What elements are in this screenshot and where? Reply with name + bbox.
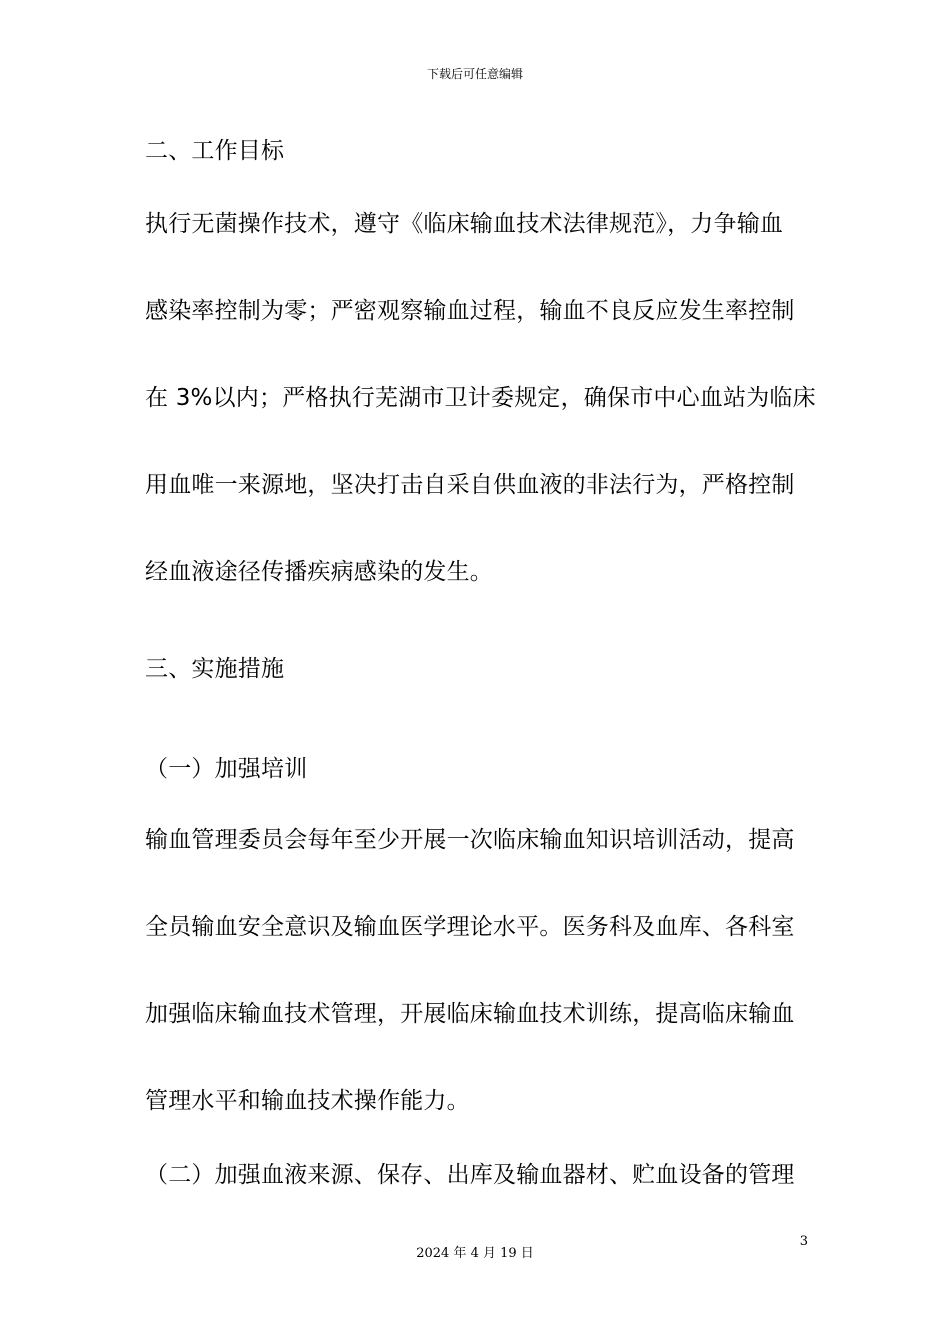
paragraph-line: 全员输血安全意识及输血医学理论水平。医务科及血库、各科室 [145,914,795,940]
paragraph-line: 用血唯一来源地，坚决打击自采自供血液的非法行为，严格控制 [145,472,795,498]
paragraph-line: 加强临床输血技术管理，开展临床输血技术训练，提高临床输血 [145,1001,795,1027]
paragraph-line: 输血管理委员会每年至少开展一次临床输血知识培训活动，提高 [145,827,795,853]
paragraph-line: 经血液途径传播疾病感染的发生。 [145,559,493,585]
page-header: 下载后可任意编辑 [426,67,523,81]
paragraph-line: 执行无菌操作技术，遵守《临床输血技术法律规范》，力争输血 [145,211,784,237]
section-heading-work-goals: 二、工作目标 [145,138,285,164]
page-number: 3 [799,1234,808,1249]
subsection-heading-training: （一）加强培训 [145,756,308,782]
section-heading-measures: 三、实施措施 [145,656,285,682]
paragraph-line: 在 3%以内；严格执行芜湖市卫计委规定，确保市中心血站为临床 [145,385,816,411]
footer-date: 2024 年 4 月 19 日 [416,1246,534,1261]
paragraph-line: 管理水平和输血技术操作能力。 [145,1088,470,1114]
paragraph-line: 感染率控制为零；严密观察输血过程，输血不良反应发生率控制 [145,298,795,324]
subsection-heading-blood-management: （二）加强血液来源、保存、出库及输血器材、贮血设备的管理 [145,1162,795,1188]
